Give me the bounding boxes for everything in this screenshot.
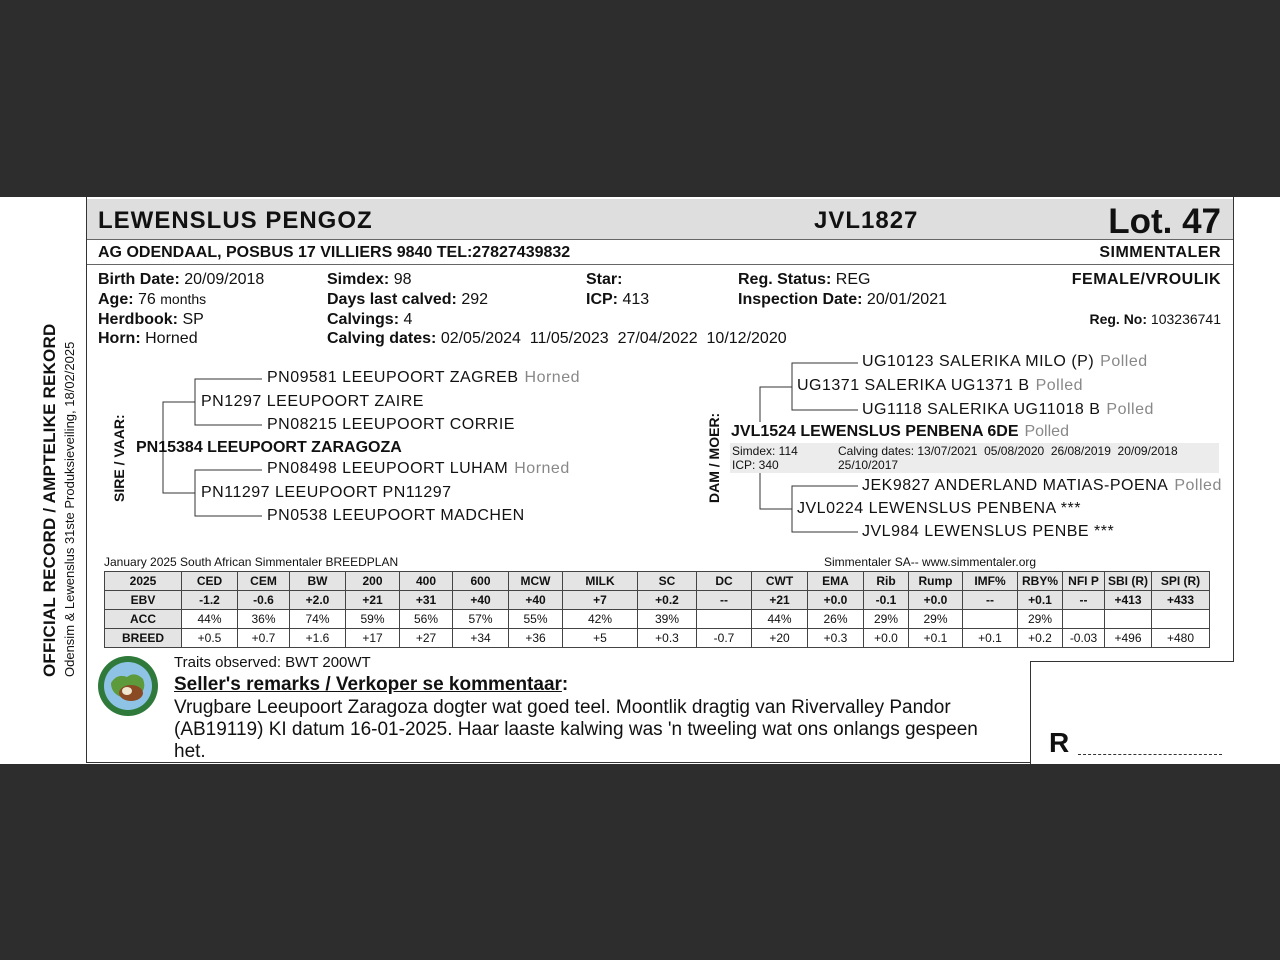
star: Star: [586,271,623,288]
remarks-heading: Seller's remarks / Verkoper se kommentaar: [174,674,569,695]
lot-number: Lot. 47 [1108,202,1221,241]
table-cell: 200 [346,572,400,591]
dam: JVL1524 LEWENSLUS PENBENA 6DE Polled [731,423,1069,440]
table-cell: 56% [400,610,453,629]
table-cell: 42% [563,610,638,629]
table-row [105,610,1210,629]
table-cell: 39% [638,610,697,629]
table-cell: 29% [864,610,909,629]
table-cell: +0.1 [909,629,963,648]
table-cell: -- [697,591,752,610]
table-cell: -1.2 [182,591,238,610]
table-cell: 59% [346,610,400,629]
table-cell: MILK [563,572,638,591]
dam-simdex: Simdex: 114 [732,444,798,458]
sire-dam: PN11297 LEEUPOORT PN11297 [201,484,452,501]
table-cell: +2.0 [290,591,346,610]
table-cell: -0.7 [697,629,752,648]
dam-dam: JVL0224 LEWENSLUS PENBENA *** [797,500,1081,517]
table-cell: 44% [752,610,808,629]
table-cell: 2025 [105,572,182,591]
table-cell [963,610,1018,629]
dam-calving-dates: Calving dates: 13/07/2021 05/08/2020 26/08/2019 20/09/2018 [838,444,1178,458]
dam-calving-dates-2: 25/10/2017 [838,458,899,472]
table-cell: CED [182,572,238,591]
dam-dam-dam: JVL984 LEWENSLUS PENBE *** [862,523,1115,540]
dam-label: DAM / MOER: [706,412,722,503]
table-cell: CEM [238,572,290,591]
table-cell [1063,610,1105,629]
breed-name: SIMMENTALER [1099,244,1221,261]
table-cell: +31 [400,591,453,610]
table-cell: +0.2 [638,591,697,610]
sire-sire-sire: PN09581 LEEUPOORT ZAGREB Horned [267,369,580,386]
table-cell: +0.2 [1018,629,1063,648]
sire-dam-sire: PN08498 LEEUPOORT LUHAM Horned [267,460,570,477]
price-input-line[interactable] [1078,754,1222,755]
sire-sire-dam: PN08215 LEEUPOORT CORRIE [267,416,515,433]
table-cell: +5 [563,629,638,648]
table-cell: RBY% [1018,572,1063,591]
dam-icp: ICP: 340 [732,458,779,472]
table-cell: DC [697,572,752,591]
simmentaler-logo-icon [97,655,159,717]
lot-card-page [0,197,1280,764]
table-cell: +17 [346,629,400,648]
price-box [1030,661,1234,764]
table-cell: 36% [238,610,290,629]
table-cell [697,610,752,629]
table-cell: NFI P [1063,572,1105,591]
table-cell: CWT [752,572,808,591]
animal-code: JVL1827 [814,207,919,234]
breedplan-caption: January 2025 South African Simmentaler BREEDPLAN [104,555,399,569]
currency-label: R [1049,727,1070,758]
table-cell: EBV [105,591,182,610]
reg-status: Reg. Status: REG [738,271,871,288]
table-cell: +21 [752,591,808,610]
sire-dam-dam: PN0538 LEEUPOORT MADCHEN [267,507,525,524]
herdbook: Herdbook: SP [98,311,204,328]
horn: Horn: Horned [98,330,198,347]
dam-summary [730,443,1219,473]
table-cell: Rump [909,572,963,591]
table-cell: +40 [509,591,563,610]
table-cell: EMA [808,572,864,591]
table-cell: 74% [290,610,346,629]
table-cell: +0.0 [864,629,909,648]
table-cell: +0.1 [963,629,1018,648]
dam-sire-sire: UG10123 SALERIKA MILO (P) Polled [862,353,1148,370]
table-cell: -0.6 [238,591,290,610]
birth-date: Birth Date: 20/09/2018 [98,271,265,288]
sire-label: SIRE / VAAR: [111,414,127,502]
table-cell: +0.0 [808,591,864,610]
table-cell: 400 [400,572,453,591]
age: Age: 76 months [98,291,207,308]
table-cell: +433 [1152,591,1210,610]
table-cell: 29% [1018,610,1063,629]
table-cell: +27 [400,629,453,648]
side-title: OFFICIAL RECORD / AMPTELIKE REKORD [40,323,59,677]
table-cell: 55% [509,610,563,629]
ebv-table [104,571,1210,648]
calving-dates: Calving dates: 02/05/2024 11/05/2023 27/04/2022 10/12/2020 [327,330,787,347]
table-cell [1152,610,1210,629]
reg-number: Reg. No: 103236741 [1089,311,1221,327]
table-cell: SBI (R) [1105,572,1152,591]
side-subtitle: Odensim & Lewenslus 31ste Produksieveiling, 18/02/2025 [62,341,77,677]
table-cell: +0.1 [1018,591,1063,610]
dam-sire: UG1371 SALERIKA UG1371 B Polled [797,377,1084,394]
table-cell: 44% [182,610,238,629]
table-cell: BREED [105,629,182,648]
table-cell: SPI (R) [1152,572,1210,591]
table-cell: +1.6 [290,629,346,648]
traits-observed: Traits observed: BWT 200WT [174,654,371,671]
simdex: Simdex: 98 [327,271,412,288]
calvings: Calvings: 4 [327,311,413,328]
table-cell: IMF% [963,572,1018,591]
table-row [105,591,1210,610]
table-cell: +0.3 [808,629,864,648]
table-cell: 29% [909,610,963,629]
table-cell: +0.7 [238,629,290,648]
table-cell: -- [1063,591,1105,610]
table-cell: SC [638,572,697,591]
table-cell: ACC [105,610,182,629]
table-cell [1105,610,1152,629]
table-cell: -0.1 [864,591,909,610]
sire: PN15384 LEEUPOORT ZARAGOZA [136,439,402,456]
table-cell: +34 [453,629,509,648]
table-cell: 26% [808,610,864,629]
remarks-text: Vrugbare Leeupoort Zaragoza dogter wat goed teel. Moontlik dragtig van Rivervalley Pandor (AB19119) KI datum 16-01-2025. Haar laaste kalwing was 'n tweeling wat ons onlangs gespeen het. [174,697,978,762]
table-header-row [105,572,1210,591]
icp: ICP: 413 [586,291,650,308]
table-cell: +40 [453,591,509,610]
animal-name: LEWENSLUS PENGOZ [98,207,373,234]
table-cell: +496 [1105,629,1152,648]
inspection-date: Inspection Date: 20/01/2021 [738,291,947,308]
table-cell: +21 [346,591,400,610]
days-last-calved: Days last calved: 292 [327,291,489,308]
table-cell: -- [963,591,1018,610]
table-cell: +0.5 [182,629,238,648]
table-cell: MCW [509,572,563,591]
dam-sire-dam: UG1118 SALERIKA UG11018 B Polled [862,401,1154,418]
table-row [105,629,1210,648]
sire-sire: PN1297 LEEUPOORT ZAIRE [201,393,424,410]
table-cell: +20 [752,629,808,648]
dam-dam-sire: JEK9827 ANDERLAND MATIAS-POENA Polled [862,477,1222,494]
table-cell: 57% [453,610,509,629]
table-cell: +36 [509,629,563,648]
sex: FEMALE/VROULIK [1071,271,1221,288]
table-cell: 600 [453,572,509,591]
table-cell: +7 [563,591,638,610]
table-cell: Rib [864,572,909,591]
breedplan-source: Simmentaler SA-- www.simmentaler.org [824,555,1037,569]
table-cell: +0.0 [909,591,963,610]
table-cell: +0.3 [638,629,697,648]
table-cell: +413 [1105,591,1152,610]
table-cell: -0.03 [1063,629,1105,648]
owner-details: AG ODENDAAL, POSBUS 17 VILLIERS 9840 TEL:27827439832 [98,244,571,261]
table-cell: +480 [1152,629,1210,648]
table-cell: BW [290,572,346,591]
